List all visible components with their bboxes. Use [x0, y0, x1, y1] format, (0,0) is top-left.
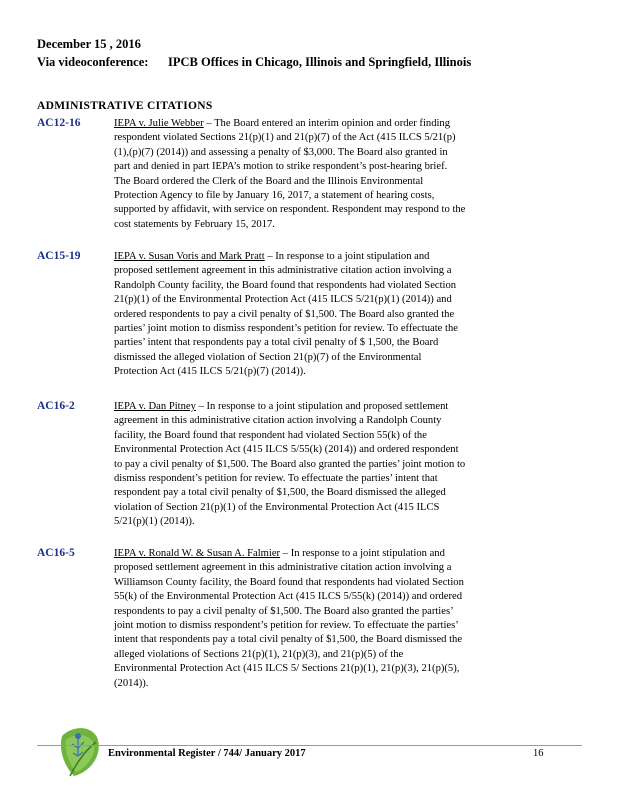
case-body — [114, 400, 466, 530]
case-body — [114, 547, 466, 691]
case-number: AC16-5 — [37, 547, 75, 559]
case-title[interactable]: IEPA v. Julie Webber — [114, 118, 204, 129]
case-title[interactable]: IEPA v. Ronald W. & Susan A. Falmier — [114, 548, 281, 559]
meeting-date: December 15 , 2016 — [37, 37, 141, 51]
case-title[interactable]: IEPA v. Susan Voris and Mark Pratt — [114, 251, 265, 262]
case-text: – In response to a joint stipulation and proposed settlement agreement in this administrative citation action involving a Randolph County facility, the Board found that respondent had violated Section 55(k) of the Environmental Protection Act (415 ILCS 5/55(k) (2014)) and ordered respondent to pay a civil penalty of $1,500. The Board also granted the parties’ joint motion to dismiss respondent’s petition for review. To effectuate the parties’ intent that respondent pay a total civil penalty of $1,500, the Board dismissed the alleged violation of Section 21(p)(1) of the Environmental Protection Act (415 ILCS 5/21(p)(1) (2014)). — [114, 401, 466, 528]
case-body — [114, 117, 466, 232]
case-number: AC15-19 — [37, 250, 81, 262]
footer-publication: Environmental Register / 744/ January 2017 — [108, 748, 306, 759]
case-text: – The Board entered an interim opinion and order finding respondent violated Sections 21(p)(1) and 21(p)(7) of the Act (415 ILCS 5/21(p)(1),(p)(7) (2014)) and assessing a penalty of $3,000. The Board also granted in part and denied in part IEPA’s motion to strike respondent’s post-hearing brief. The Board ordered the Clerk of the Board and the Illinois Environmental Protection Agency to file by January 16, 2017, a statement of hearing costs, supported by affidavit, with service on respondent. Respondent may respond to the cost statements by February 15, 2017. — [114, 118, 466, 230]
section-heading: ADMINISTRATIVE CITATIONS — [37, 100, 213, 112]
page-number: 16 — [533, 748, 544, 759]
meeting-location-line — [37, 55, 472, 70]
case-number: AC12-16 — [37, 117, 81, 129]
case-title[interactable]: IEPA v. Dan Pitney — [114, 401, 196, 412]
case-number: AC16-2 — [37, 400, 75, 412]
case-text: – In response to a joint stipulation and proposed settlement agreement in this administrative citation action involving a Randolph County facility, the Board found that respondents had violated Section 21(p)(1) of the Environmental Protection Act (415 ILCS 5/21(p)(1) (2014)) and ordered respondents to pay a civil penalty of $1,500. The Board also granted the parties’ joint motion to dismiss respondent’s petition for review. To effectuate the parties’ intent that respondents pay a total civil penalty of $ 1,500, the Board dismissed the alleged violation of Section 21(p)(7) of the Environmental Protection Act (415 ILCS 5/21(p)(7) (2014)). — [114, 251, 458, 378]
page-footer — [0, 737, 618, 777]
case-body — [114, 250, 466, 380]
via-label: Via videoconference: — [37, 55, 149, 69]
footer-rule — [37, 745, 582, 746]
meeting-location: IPCB Offices in Chicago, Illinois and Springfield, Illinois — [168, 55, 472, 69]
case-text: – In response to a joint stipulation and proposed settlement agreement in this administrative citation action involving a Williamson County facility, the Board found that respondents had violated Section 55(k) of the Environmental Protection Act (415 ILCS 5/55(k) (2014)) and ordered respondents to pay a civil penalty of $1,500. The Board also granted the parties’ joint motion to dismiss respondent’s petition for review. To effectuate the parties’ intent that respondents pay a total civil penalty of $1,500, the Board dismissed the alleged violations of Sections 21(p)(1), 21(p)(3), and 21(p)(5) of the Environmental Protection Act (415 ILCS 5/ Sections 21(p)(1), 21(p)(3), 21(p)(5), (2014)). — [114, 548, 464, 689]
